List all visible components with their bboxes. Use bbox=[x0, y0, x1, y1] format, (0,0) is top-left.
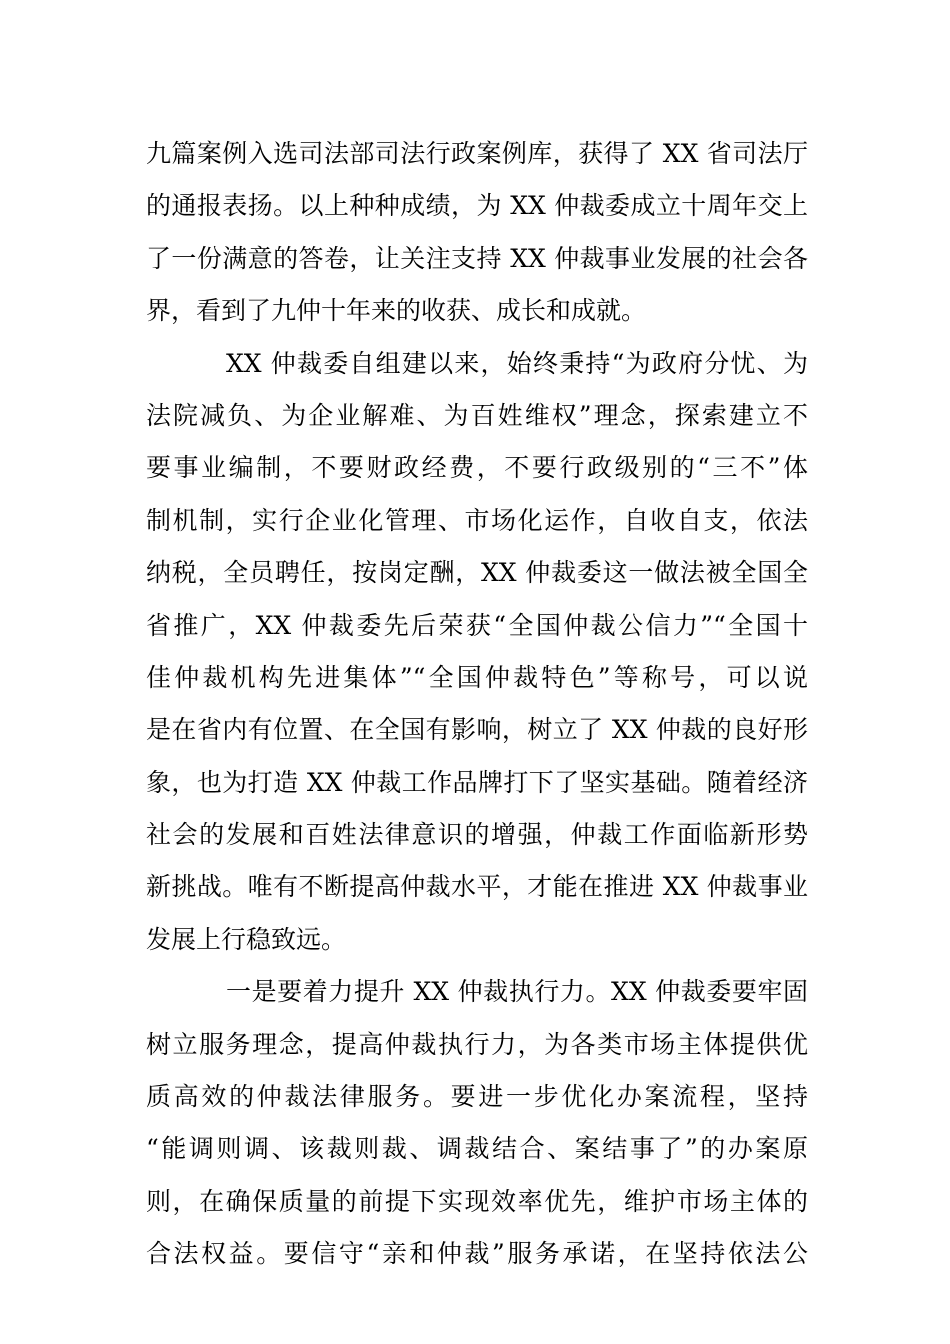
text-line: 佳仲裁机构先进集体”“全国仲裁特色”等称号，可以说 bbox=[146, 662, 808, 692]
text-line: 制机制，实行企业化管理、市场化运作，自收自支，依法 bbox=[146, 505, 808, 535]
text-line: 的通报表扬。以上种种成绩，为 XX 仲裁委成立十周年交上 bbox=[146, 191, 808, 221]
text-line: 一是要着力提升 XX 仲裁执行力。XX 仲裁委要牢固 bbox=[226, 977, 808, 1007]
text-line: 界，看到了九仲十年来的收获、成长和成就。 bbox=[146, 296, 647, 326]
text-line: 是在省内有位置、在全国有影响，树立了 XX 仲裁的良好形 bbox=[146, 715, 808, 745]
text-line: 法院减负、为企业解难、为百姓维权”理念，探索建立不 bbox=[146, 400, 808, 430]
text-line: 合法权益。要信守“亲和仲裁”服务承诺，在坚持依法公 bbox=[146, 1239, 808, 1269]
text-line: 省推广，XX 仲裁委先后荣获“全国仲裁公信力”“全国十 bbox=[146, 610, 808, 640]
text-line: 了一份满意的答卷，让关注支持 XX 仲裁事业发展的社会各 bbox=[146, 243, 808, 273]
text-line: 要事业编制，不要财政经费，不要行政级别的“三不”体 bbox=[146, 453, 808, 483]
text-line: XX 仲裁委自组建以来，始终秉持“为政府分忧、为 bbox=[226, 348, 808, 378]
text-line: 纳税，全员聘任，按岗定酬，XX 仲裁委这一做法被全国全 bbox=[146, 558, 808, 588]
text-line: 社会的发展和百姓法律意识的增强，仲裁工作面临新形势 bbox=[146, 820, 808, 850]
text-line: 象，也为打造 XX 仲裁工作品牌打下了坚实基础。随着经济 bbox=[146, 767, 808, 797]
text-line: 则，在确保质量的前提下实现效率优先，维护市场主体的 bbox=[146, 1186, 808, 1216]
text-line: 新挑战。唯有不断提高仲裁水平，才能在推进 XX 仲裁事业 bbox=[146, 872, 808, 902]
text-line: 树立服务理念，提高仲裁执行力，为各类市场主体提供优 bbox=[146, 1029, 808, 1059]
text-line: 九篇案例入选司法部司法行政案例库，获得了 XX 省司法厅 bbox=[146, 139, 808, 168]
text-line: 发展上行稳致远。 bbox=[146, 924, 347, 954]
document-body bbox=[146, 128, 808, 1281]
text-line: 质高效的仲裁法律服务。要进一步优化办案流程，坚持 bbox=[146, 1082, 808, 1112]
text-line: “能调则调、该裁则裁、调裁结合、案结事了”的办案原 bbox=[146, 1134, 808, 1164]
